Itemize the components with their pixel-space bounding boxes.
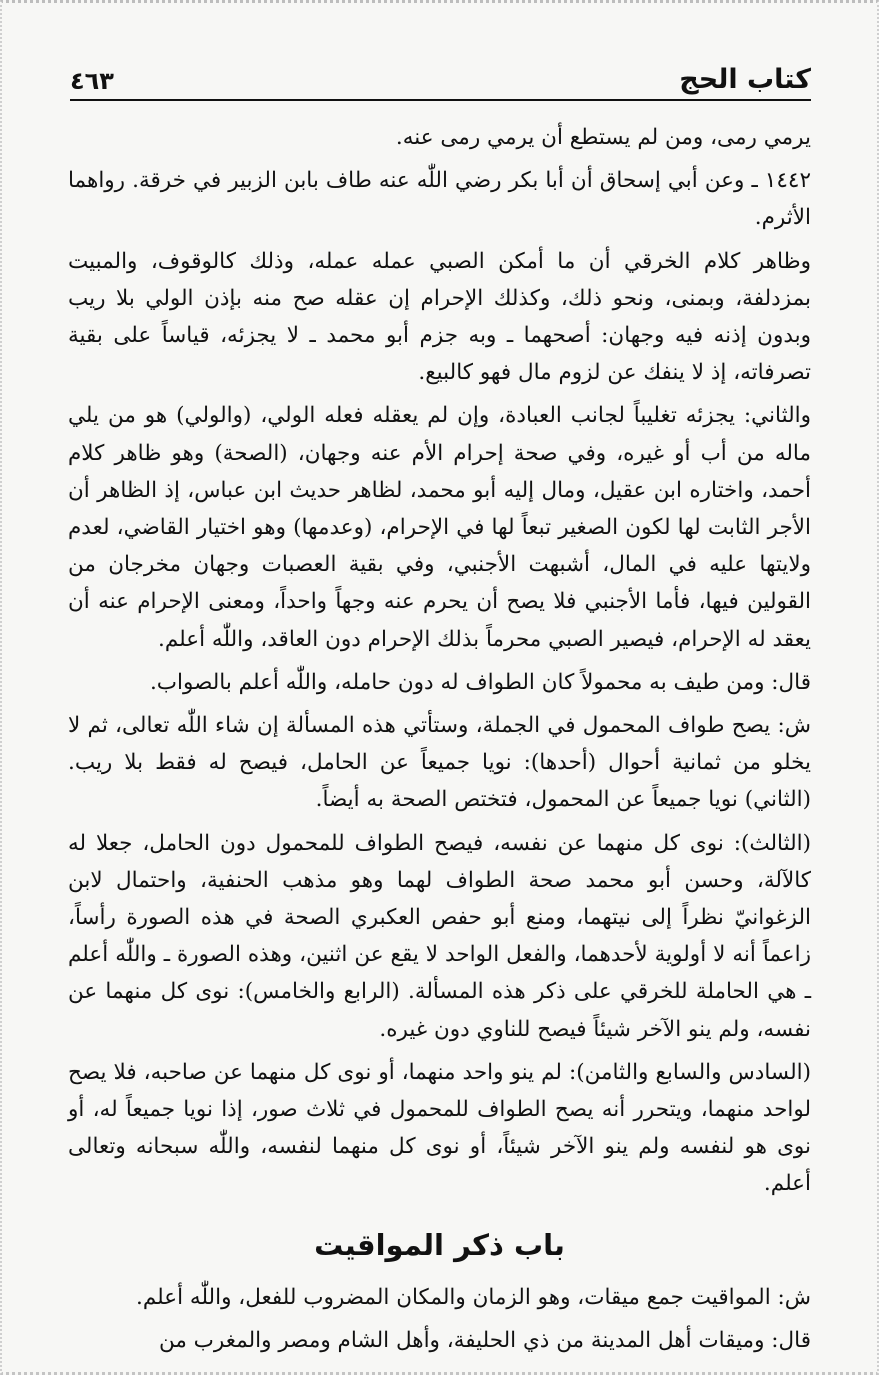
paragraph: وظاهر كلام الخرقي أن ما أمكن الصبي عمله عمله، وذلك كالوقوف، والمبيت بمزدلفة، وبمنى، ونحو ذلك، وكذلك الإحرام إن عقله صح منه بإذن الولي بلا ريب وبدون إذنه فيه وجهان: أصحهما ـ وبه جزم أبو محمد ـ لا يجزئه، قياساً على بقية تصرفاته، إذ لا ينفك عن لزوم مال فهو كالبيع. — [68, 248, 811, 386]
paragraph: ش: المواقيت جمع ميقات، وهو الزمان والمكان المضروب للفعل، واللّٰه أعلم. — [136, 1284, 811, 1310]
chapter-heading: باب ذكر المواقيت — [314, 1227, 565, 1262]
paragraph: يرمي رمى، ومن لم يستطع أن يرمي رمى عنه. — [395, 125, 811, 150]
paragraph: ١٤٤٢ ـ وعن أبي إسحاق أن أبا بكر رضي اللّٰه عنه طاف بابن الزبير في خرقة. رواهما الأثرم. — [68, 168, 811, 231]
paragraph: قال: ومن طيف به محمولاً كان الطواف له دون حامله، واللّٰه أعلم بالصواب. — [149, 669, 811, 695]
paragraph: (السادس والسابع والثامن): لم ينو واحد منهما، أو نوى كل منهما عن صاحبه، فلا يصح لواحد منهما، ويتحرر أنه يصح الطواف للمحمول في ثلاث صور، إذا نويا جميعاً له، أو نوى هو لنفسه ولم ينو الآخر شيئاً، أو نوى كل منهما لنفسه، واللّٰه سبحانه وتعالى أعلم. — [68, 1059, 812, 1197]
paragraph: (الثالث): نوى كل منهما عن نفسه، فيصح الطواف للمحمول دون الحامل، جعلا له كالآلة، وحسن أبو محمد صحة الطواف لهما وهو مذهب الحنفية، واحتمال لابن الزغوانيّ نظراً إلى نيتهما، ومنع أبو حفص العكبري الصحة في هذه الصورة رأساً، زاعماً أنه لا أولوية لأحدهما، والفعل الواحد لا يقع عن اثنين، وهذه الصورة ـ واللّٰه أعلم ـ هي الحاملة للخرقي على ذكر هذه المسألة. (الرابع والخامس): نوى كل منهما عن نفسه، ولم ينو الآخر شيئاً فيصح للناوي دون غيره. — [68, 830, 811, 1042]
paragraph: قال: وميقات أهل المدينة من ذي الحليفة، وأهل الشام ومصر والمغرب من — [158, 1327, 811, 1353]
page-header — [70, 59, 811, 101]
paragraph: والثاني: يجزئه تغليباً لجانب العبادة، وإن لم يعقله فعله الولي، (والولي) هو من يلي ماله من أب أو غيره، وفي صحة إحرام الأم عنه وجهان، (الصحة) وهو ظاهر كلام أحمد، واختاره ابن عقيل، ومال إليه أبو محمد، لظاهر حديث ابن عباس، إذ الظاهر أن الأجر الثابت لها لكون الصغير تبعاً لها في الإحرام، (وعدمها) وهو اختيار القاضي، لعدم ولايتها عليه في المال، أشبهت الأجنبي، وفي بقية العصبات وجهان مخرجان من القولين فيها، فأما الأجنبي فلا يصح أن يحرم عنه وجهاً واحداً، ومعنى الإحرام عنه أن يعقد له الإحرام، فيصير الصبي محرماً بذلك الإحرام دون العاقد، واللّٰه أعلم. — [68, 403, 811, 652]
paragraph: ش: يصح طواف المحمول في الجملة، وستأتي هذه المسألة إن شاء اللّٰه تعالى، ثم لا يخلو من ثمانية أحوال (أحدها): نويا جميعاً عن الحامل، فيصح له فقط بلا ريب. (الثاني) نويا جميعاً عن المحمول، فتختص الصحة به أيضاً. — [68, 713, 811, 813]
page-number: ٤٦٣ — [70, 67, 114, 95]
running-title: كتاب الحج — [679, 64, 811, 95]
page-body — [68, 119, 811, 1359]
